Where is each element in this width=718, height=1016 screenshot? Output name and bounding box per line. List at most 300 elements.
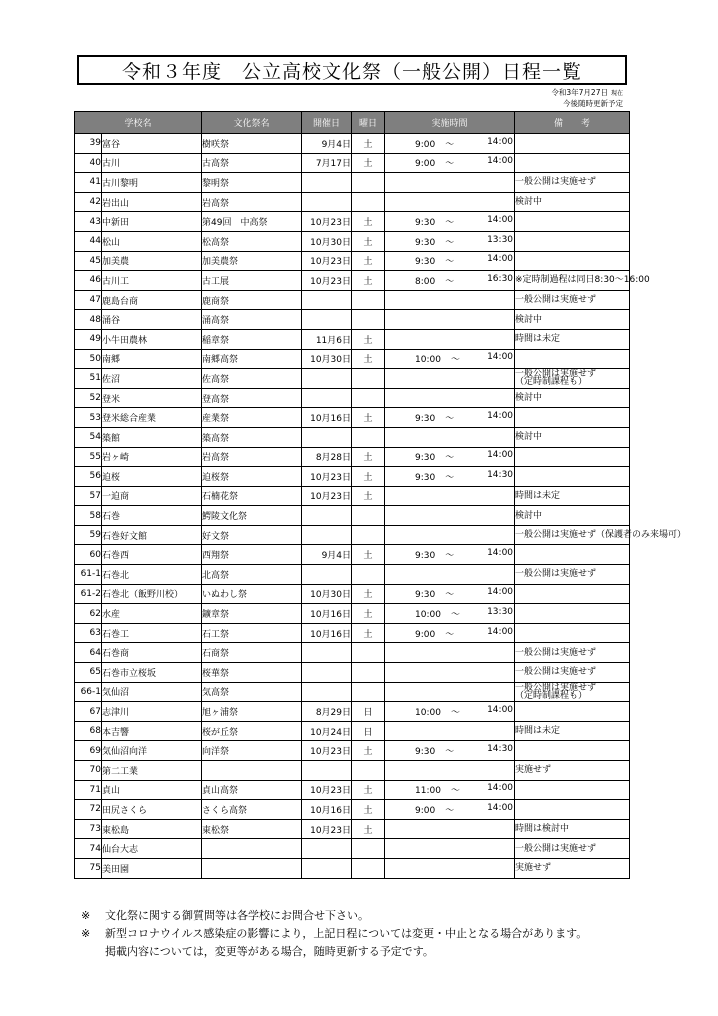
festival-date: 10月30日 [302,584,352,604]
festival-time [385,486,515,506]
school-name: 古川工 [102,271,202,291]
festival-time [385,565,515,585]
school-name: 志津川 [102,702,202,722]
start-time: 10:00 [415,610,441,621]
end-time: 14:00 [487,587,514,598]
table-row [75,780,630,800]
time-separator: ～ [445,747,455,758]
school-name: 松山 [102,231,202,251]
festival-weekday [352,506,385,526]
remark: 一般公開は実施せず [515,290,630,310]
header-school: 学校名 [75,112,202,134]
festival-date [302,682,352,702]
festival-weekday [352,192,385,212]
school-number: 67 [75,702,102,722]
festival-name: 加美農祭 [202,251,302,271]
time-separator: ～ [445,237,455,248]
festival-name: 貞山高祭 [202,780,302,800]
school-name: 加美農 [102,251,202,271]
table-row [75,702,630,722]
end-time: 14:00 [487,136,514,147]
school-name: 気仙沼 [102,682,202,702]
festival-weekday: 土 [352,741,385,761]
start-time: 9:30 [415,747,436,758]
festival-name: 佐高祭 [202,369,302,389]
festival-weekday: 土 [352,251,385,271]
date-note [551,88,623,109]
school-name: 迫桜 [102,467,202,487]
end-time: 14:00 [487,450,514,461]
time-separator: ～ [445,629,455,640]
remark [515,702,630,722]
start-time: 9:30 [415,218,436,229]
school-number: 48 [75,310,102,330]
school-number: 39 [75,134,102,154]
festival-date: 10月23日 [302,467,352,487]
note-updates: 掲載内容については，変更等がある場合，随時更新する予定です。 [105,945,434,958]
festival-date: 10月16日 [302,623,352,643]
festival-date: 10月16日 [302,408,352,428]
school-number: 70 [75,761,102,781]
remark [515,408,630,428]
header-time: 実施時間 [385,112,515,134]
time-separator: ～ [445,276,455,287]
festival-time [385,682,515,702]
festival-time [385,741,515,761]
school-number: 71 [75,780,102,800]
start-time: 9:30 [415,257,436,268]
festival-date [302,565,352,585]
end-time: 14:00 [487,783,514,794]
time-separator: ～ [450,786,460,797]
festival-time [385,173,515,193]
festival-time [385,271,515,291]
festival-date [302,388,352,408]
header-day: 曜日 [352,112,385,134]
festival-weekday: 土 [352,780,385,800]
table-row [75,173,630,193]
festival-name: 岩高祭 [202,192,302,212]
school-number: 46 [75,271,102,291]
festival-time [385,134,515,154]
festival-date [302,858,352,878]
remark [515,780,630,800]
festival-time [385,153,515,173]
remark [515,153,630,173]
festival-name: 松高祭 [202,231,302,251]
table-row [75,271,630,291]
festival-name: いぬわし祭 [202,584,302,604]
end-time: 13:30 [487,234,514,245]
school-name: 貞山 [102,780,202,800]
school-number: 40 [75,153,102,173]
festival-name: 桜華祭 [202,663,302,683]
table-row [75,663,630,683]
festival-weekday [352,388,385,408]
school-name: 築館 [102,427,202,447]
remark: 検討中 [515,388,630,408]
remark [515,447,630,467]
end-time: 14:00 [487,802,514,813]
festival-name: 古工展 [202,271,302,291]
festival-date [302,506,352,526]
table-row [75,192,630,212]
remark: 一般公開は実施せず （定時制課程も） [515,682,630,702]
festival-weekday [352,173,385,193]
school-name: 登米 [102,388,202,408]
school-name: 美田園 [102,858,202,878]
festival-date: 8月28日 [302,447,352,467]
school-number: 54 [75,427,102,447]
festival-date [302,427,352,447]
school-number: 59 [75,525,102,545]
table-row [75,623,630,643]
remark: 時間は未定 [515,486,630,506]
festival-date [302,290,352,310]
festival-date: 10月16日 [302,800,352,820]
festival-weekday: 土 [352,231,385,251]
festival-time [385,780,515,800]
table-row [75,486,630,506]
festival-name: 旭ヶ浦祭 [202,702,302,722]
table-row [75,839,630,859]
start-time: 9:30 [415,414,436,425]
festival-time [385,663,515,683]
school-name: 石巻商 [102,643,202,663]
table-row [75,858,630,878]
table-row [75,408,630,428]
festival-name: 黎明祭 [202,173,302,193]
festival-time [385,369,515,389]
festival-name: 樹咲祭 [202,134,302,154]
table-row [75,761,630,781]
time-separator: ～ [445,551,455,562]
start-time: 9:00 [415,139,436,150]
start-time: 9:00 [415,159,436,170]
remark: 一般公開は実施せず [515,663,630,683]
festival-weekday [352,761,385,781]
festival-date [302,192,352,212]
remark: 一般公開は実施せず [515,565,630,585]
festival-time [385,584,515,604]
table-row [75,565,630,585]
time-separator: ～ [450,708,460,719]
school-name: 富谷 [102,134,202,154]
start-time: 9:00 [415,629,436,640]
update-note: 今後随時更新予定 [563,99,623,108]
festival-date: 8月29日 [302,702,352,722]
school-name: 中新田 [102,212,202,232]
festival-date: 10月23日 [302,741,352,761]
festival-date: 10月30日 [302,231,352,251]
festival-name: 産業祭 [202,408,302,428]
festival-weekday: 土 [352,408,385,428]
festival-weekday: 日 [352,702,385,722]
note-inquiries: 文化祭に関する御質問等は各学校にお問合せ下さい。 [105,909,369,922]
festival-date [302,643,352,663]
festival-time [385,506,515,526]
table-header-row [75,112,630,134]
table-row [75,369,630,389]
school-name: 石巻北（飯野川校） [102,584,202,604]
festival-name: 鰐陵文化祭 [202,506,302,526]
festival-weekday [352,839,385,859]
schedule-table [74,111,687,879]
school-name: 古川黎明 [102,173,202,193]
school-name: 鹿島台商 [102,290,202,310]
remark [515,231,630,251]
school-number: 61-2 [75,584,102,604]
remark [515,134,630,154]
school-name: 第二工業 [102,761,202,781]
festival-weekday [352,565,385,585]
festival-weekday [352,427,385,447]
festival-weekday [352,682,385,702]
festival-date: 10月23日 [302,780,352,800]
school-number: 73 [75,819,102,839]
festival-name: 岩高祭 [202,447,302,467]
festival-weekday [352,525,385,545]
school-number: 63 [75,623,102,643]
table-row [75,721,630,741]
remark: 一般公開は実施せず [515,839,630,859]
school-name: 気仙沼向洋 [102,741,202,761]
festival-time [385,525,515,545]
school-number: 69 [75,741,102,761]
school-name: 仙台大志 [102,839,202,859]
festival-time [385,192,515,212]
festival-name: 涌高祭 [202,310,302,330]
remark: 時間は検討中 [515,819,630,839]
time-separator: ～ [445,414,455,425]
remark: 一般公開は実施せず [515,173,630,193]
end-time: 14:00 [487,254,514,265]
table-row [75,800,630,820]
time-separator: ～ [445,472,455,483]
end-time: 14:00 [487,215,514,226]
school-name: 石巻北 [102,565,202,585]
festival-time [385,231,515,251]
festival-name: 西翔祭 [202,545,302,565]
festival-weekday: 土 [352,153,385,173]
school-number: 65 [75,663,102,683]
table-row [75,643,630,663]
festival-weekday [352,858,385,878]
remark [515,604,630,624]
header-date: 開催日 [302,112,352,134]
festival-weekday: 土 [352,271,385,291]
festival-name: 古高祭 [202,153,302,173]
festival-name: さくら高祭 [202,800,302,820]
festival-date: 10月23日 [302,486,352,506]
time-separator: ～ [450,610,460,621]
school-number: 45 [75,251,102,271]
end-time: 14:30 [487,469,514,480]
remark [515,584,630,604]
festival-weekday: 土 [352,819,385,839]
festival-time [385,643,515,663]
festival-time [385,467,515,487]
school-number: 62 [75,604,102,624]
as-of-date: 令和3年7月27日 [551,88,608,97]
festival-name: 気高祭 [202,682,302,702]
festival-name: 石商祭 [202,643,302,663]
school-number: 47 [75,290,102,310]
remark [515,545,630,565]
festival-name: 南郷高祭 [202,349,302,369]
table-row [75,819,630,839]
remark: 実施せず [515,858,630,878]
festival-weekday: 土 [352,212,385,232]
festival-name: 向洋祭 [202,741,302,761]
note-mark: ※ [81,927,91,940]
time-separator: ～ [445,139,455,150]
school-name: 登米総合産業 [102,408,202,428]
school-number: 58 [75,506,102,526]
festival-name [202,761,302,781]
festival-time [385,623,515,643]
festival-weekday [352,369,385,389]
school-number: 42 [75,192,102,212]
festival-weekday: 土 [352,623,385,643]
festival-time [385,349,515,369]
festival-weekday: 土 [352,134,385,154]
school-name: 石巻 [102,506,202,526]
school-number: 55 [75,447,102,467]
festival-time [385,839,515,859]
table-row [75,310,630,330]
festival-date: 11月6日 [302,329,352,349]
festival-time [385,702,515,722]
remark: ※定時制過程は同日8:30～16:00 [515,271,630,291]
start-time: 9:30 [415,590,436,601]
festival-time [385,388,515,408]
festival-name: 登高祭 [202,388,302,408]
festival-weekday [352,643,385,663]
remark [515,741,630,761]
festival-name: 石楠花祭 [202,486,302,506]
remark: 時間は未定 [515,721,630,741]
table-row [75,467,630,487]
school-name: 岩出山 [102,192,202,212]
festival-date: 9月4日 [302,134,352,154]
school-number: 75 [75,858,102,878]
school-name: 石巻西 [102,545,202,565]
remark: 検討中 [515,427,630,447]
festival-time [385,858,515,878]
start-time: 9:00 [415,805,436,816]
school-number: 43 [75,212,102,232]
festival-date: 10月30日 [302,349,352,369]
school-name: 古川 [102,153,202,173]
school-number: 72 [75,800,102,820]
school-number: 51 [75,369,102,389]
start-time: 9:30 [415,472,436,483]
table-row [75,231,630,251]
school-number: 56 [75,467,102,487]
festival-time [385,545,515,565]
festival-time [385,251,515,271]
school-name: 田尻さくら [102,800,202,820]
festival-date [302,761,352,781]
table-row [75,682,630,702]
remark: 一般公開は実施せず [515,643,630,663]
time-separator: ～ [445,257,455,268]
festival-name: 好文祭 [202,525,302,545]
festival-date: 10月23日 [302,251,352,271]
festival-name: 築高祭 [202,427,302,447]
festival-time [385,212,515,232]
remark [515,251,630,271]
table-row [75,388,630,408]
festival-weekday: 土 [352,329,385,349]
remark: 一般公開は実施せず（保護者のみ来場可） [515,525,630,545]
school-number: 74 [75,839,102,859]
festival-name [202,858,302,878]
festival-name: 東松祭 [202,819,302,839]
remark: 実施せず [515,761,630,781]
school-name: 小牛田農林 [102,329,202,349]
end-time: 14:00 [487,352,514,363]
school-name: 水産 [102,604,202,624]
start-time: 8:00 [415,276,436,287]
festival-time [385,819,515,839]
festival-time [385,800,515,820]
remark: 検討中 [515,310,630,330]
start-time: 11:00 [415,786,441,797]
school-name: 石巻市立桜坂 [102,663,202,683]
festival-date: 10月24日 [302,721,352,741]
festival-date: 10月16日 [302,604,352,624]
festival-time [385,427,515,447]
festival-date [302,839,352,859]
festival-weekday [352,663,385,683]
remark [515,623,630,643]
table-row [75,349,630,369]
footnotes [81,907,641,961]
start-time: 10:00 [415,355,441,366]
festival-time [385,290,515,310]
festival-date [302,173,352,193]
time-separator: ～ [445,805,455,816]
festival-weekday [352,310,385,330]
festival-date [302,369,352,389]
festival-time [385,447,515,467]
festival-time [385,721,515,741]
festival-name: 北高祭 [202,565,302,585]
school-number: 50 [75,349,102,369]
remark [515,467,630,487]
festival-date: 9月4日 [302,545,352,565]
festival-name: 迫桜祭 [202,467,302,487]
table-row [75,290,630,310]
table-row [75,329,630,349]
school-name: 南郷 [102,349,202,369]
school-number: 68 [75,721,102,741]
header-remarks: 備 考 [515,112,630,134]
festival-weekday: 土 [352,604,385,624]
remark: 検討中 [515,192,630,212]
time-separator: ～ [445,453,455,464]
remark [515,349,630,369]
festival-date: 7月17日 [302,153,352,173]
festival-date [302,663,352,683]
festival-weekday: 土 [352,486,385,506]
school-number: 66-1 [75,682,102,702]
table-row [75,525,630,545]
as-of-label: 現在 [610,90,623,97]
table-row [75,447,630,467]
